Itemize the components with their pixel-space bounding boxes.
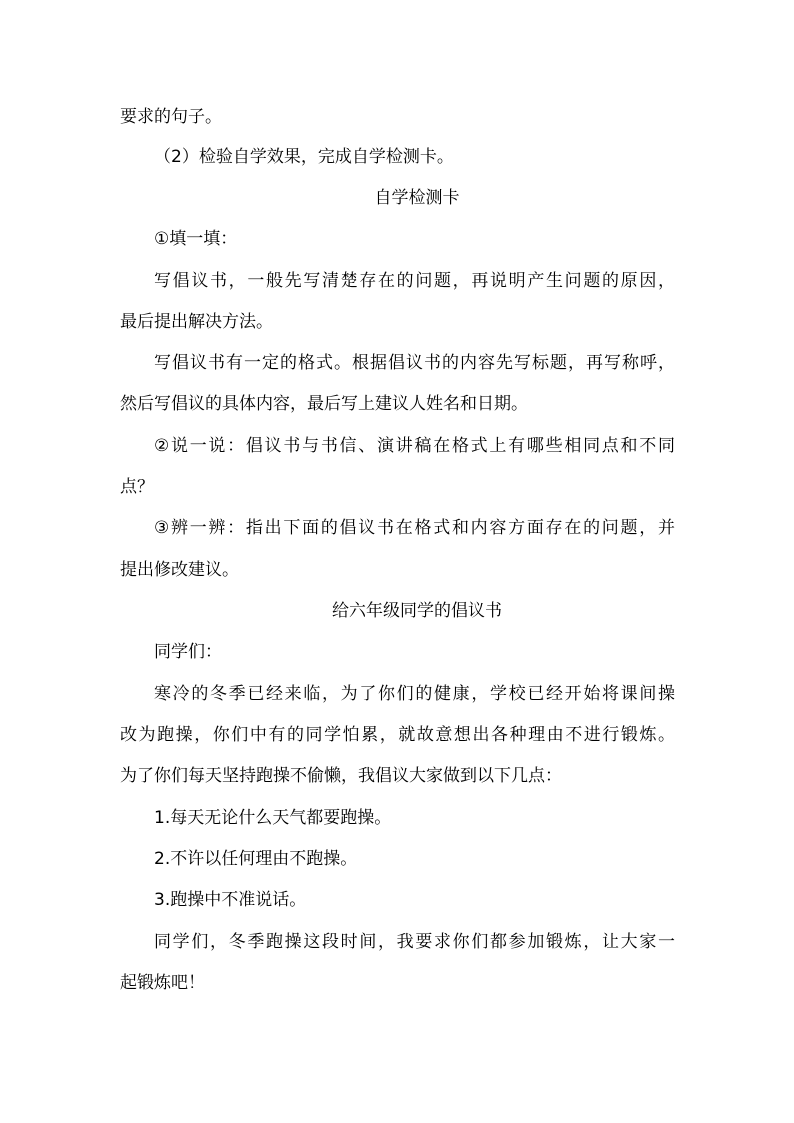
proposal-point-2: 2.不许以任何理由不跑操。 xyxy=(154,849,358,869)
proposal-salutation: 同学们： xyxy=(154,642,222,662)
paragraph-line: 最后提出解决方法。 xyxy=(120,312,273,332)
proposal-closing-line: 同学们，冬季跑操这段时间，我要求你们都参加锻炼，让大家一 xyxy=(154,932,675,952)
proposal-body-line: 改为跑操，你们中有的同学怕累，就故意想出各种理由不进行锻炼。 xyxy=(120,725,675,745)
paragraph-line: 然后写倡议的具体内容，最后写上建议人姓名和日期。 xyxy=(120,394,528,414)
item-identify: ③辨一辨：指出下面的倡议书在格式和内容方面存在的问题，并 xyxy=(154,518,675,538)
section-title-self-test-card: 自学检测卡 xyxy=(374,188,460,208)
proposal-point-3: 3.跑操中不准说话。 xyxy=(154,890,307,910)
proposal-closing-line: 起锻炼吧！ xyxy=(120,973,205,993)
paragraph-line: 写倡议书，一般先写清楚存在的问题，再说明产生问题的原因， xyxy=(154,271,675,291)
proposal-point-1: 1.每天无论什么天气都要跑操。 xyxy=(154,808,392,828)
paragraph-line: 点？ xyxy=(120,477,154,497)
paragraph-line: 写倡议书有一定的格式。根据倡议书的内容先写标题，再写称呼， xyxy=(154,353,675,373)
item-fill-in: ①填一填： xyxy=(154,229,238,249)
text-line-continuation: 要求的句子。 xyxy=(120,107,222,127)
proposal-body-line: 为了你们每天坚持跑操不偷懒，我倡议大家做到以下几点： xyxy=(120,766,562,786)
item-discuss: ②说一说：倡议书与书信、演讲稿在格式上有哪些相同点和不同 xyxy=(154,436,675,456)
proposal-body-line: 寒冷的冬季已经来临，为了你们的健康，学校已经开始将课间操 xyxy=(154,684,675,704)
text-line-step-2: （2）检验自学效果，完成自学检测卡。 xyxy=(154,147,454,167)
paragraph-line: 提出修改建议。 xyxy=(120,560,239,580)
proposal-title: 给六年级同学的倡议书 xyxy=(332,601,502,621)
